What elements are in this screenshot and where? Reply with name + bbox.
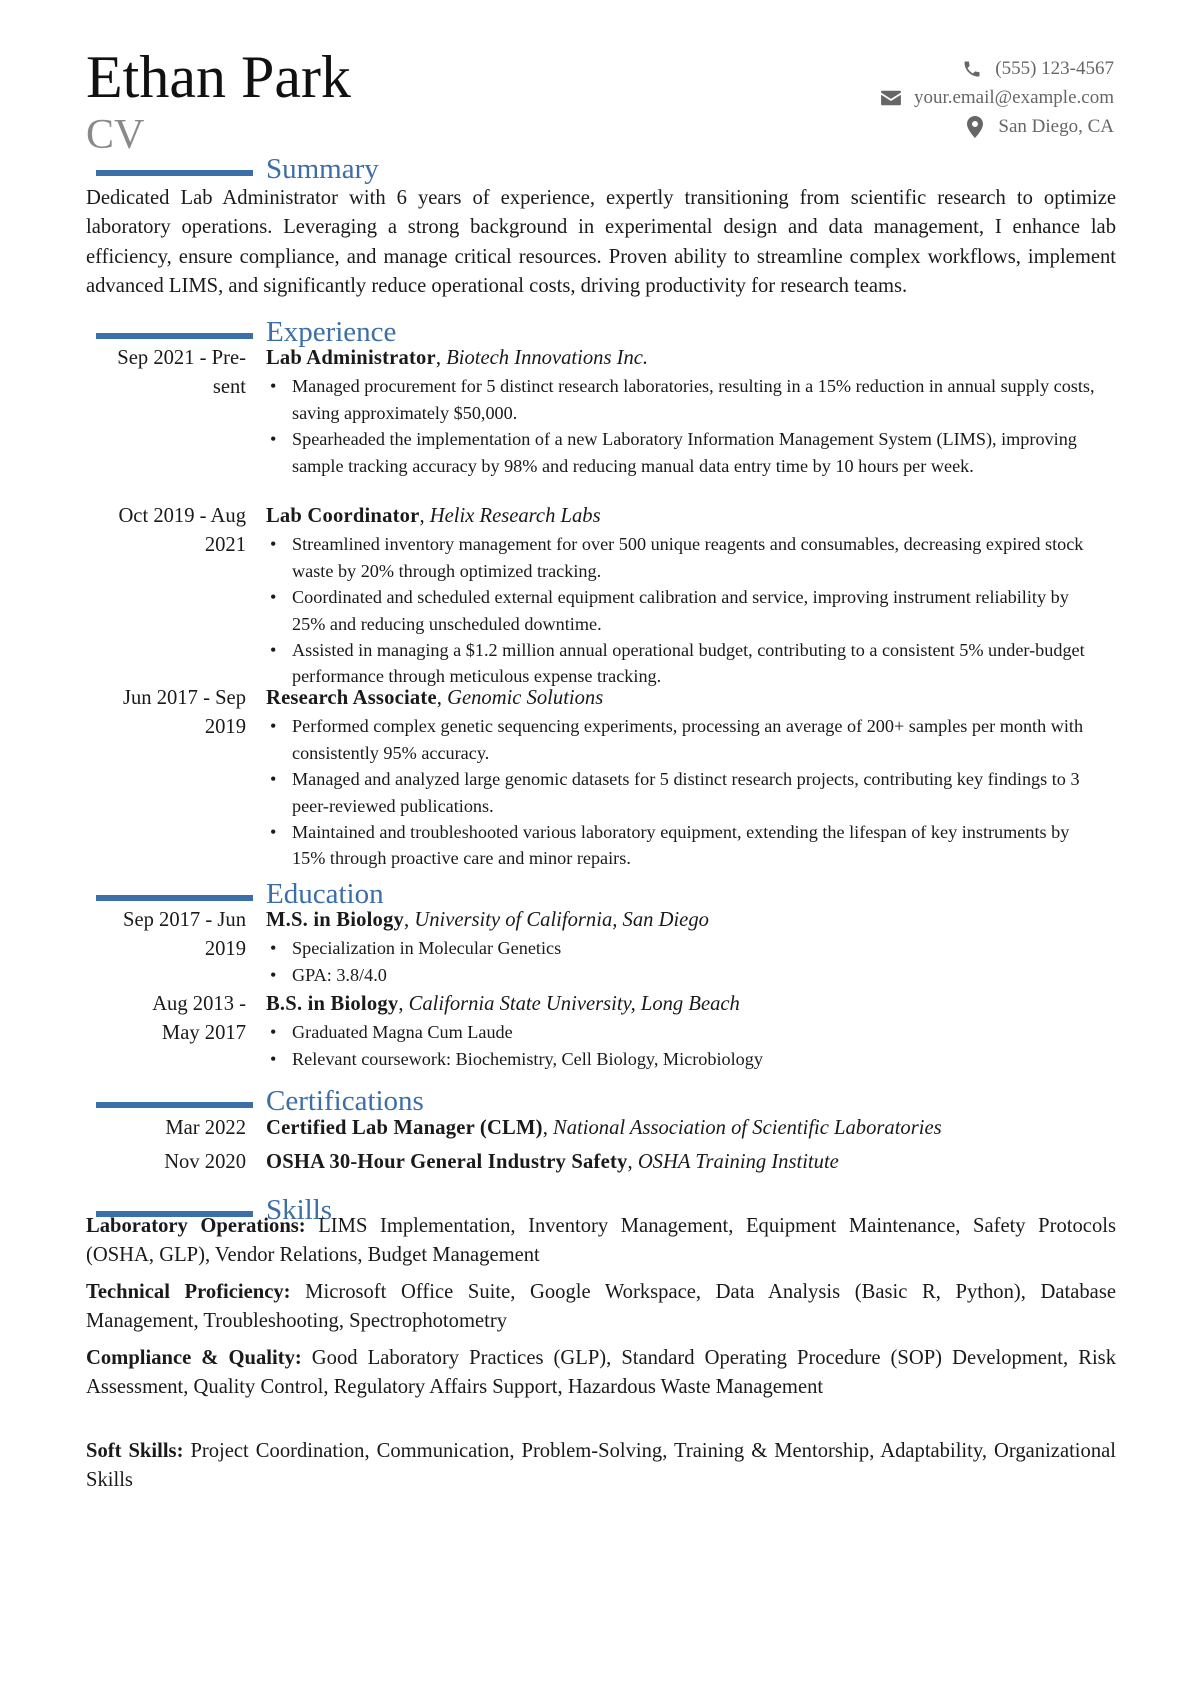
entry-date [86,344,246,403]
date-line: Aug 2013 - [152,993,246,1015]
entry-heading: Lab Coordinator, Helix Research Labs [266,505,601,527]
contact-phone [880,54,1114,83]
list-item: • Assisted in managing a $1.2 million annual operational budget, contributing to a consistent 5% under-budget performance through meticulous expense tracking. [266,637,1096,690]
skill-group-label: Technical Proficiency: [86,1281,291,1303]
section-bar [96,170,253,176]
bullet-list [266,935,1096,988]
date-line: Jun 2017 - Sep [123,687,246,709]
section-title: Education [266,878,384,910]
skill-group-label: Laboratory Operations: [86,1215,306,1237]
school: University of California, San Diego [414,909,709,931]
entry-body [266,344,1096,479]
phone-icon [961,58,983,80]
date-line: 2021 [204,534,246,557]
issuer: National Association of Scientific Laboratories [553,1117,942,1139]
employer: Helix Research Labs [429,505,601,527]
summary-text: Dedicated Lab Administrator with 6 years of experience, expertly transitioning from scientific research to optimize laboratory operations. Leveraging a strong background in experimental design and data management, I enhance lab efficiency, ensure compliance, and manage critical resources. Proven ability to streamline complex workflows, implement advanced LIMS, and significantly reduce operational costs, driving productivity for research teams. [86,187,1116,298]
contact-location [880,112,1114,141]
phone-text[interactable]: (555) 123-4567 [995,57,1114,79]
list-item: • Maintained and troubleshooted various laboratory equipment, extending the lifespan of key instruments by 15% through proactive care and minor repairs. [266,819,1096,872]
date-line: May 2017 [161,1022,246,1045]
list-item: • Streamlined inventory management for over 500 unique reagents and consumables, decreasing expired stock waste by 20% through optimized tracking. [266,531,1096,584]
date-line: sent [212,376,246,399]
section-bar [96,895,253,901]
date-line: Sep 2021 - Pre- [117,347,246,369]
list-item: • GPA: 3.8/4.0 [266,962,1096,988]
job-title: Lab Coordinator [266,505,420,527]
employer: Biotech Innovations Inc. [446,347,649,369]
map-pin-icon [964,116,986,138]
email-text[interactable]: your.email@example.com [913,86,1114,108]
bullet-list [266,713,1096,871]
list-item: • Performed complex genetic sequencing experiments, processing an average of 200+ samples per month with consistently 95% accuracy. [266,713,1096,766]
job-title: Research Associate [266,687,437,709]
skill-group-items: Project Coordination, Communication, Problem-Solving, Training & Mentorship, Adaptability, Organizational Skills [86,1440,1116,1492]
entry-date [86,684,246,743]
entry-date [86,990,246,1049]
bullet-list [266,531,1096,689]
date-line: Sep 2017 - Jun [123,909,246,931]
entry-body [266,906,1096,988]
entry-date [86,906,246,965]
entry-date: Nov 2020 [164,1151,246,1173]
skill-group [86,1437,1116,1496]
entry-date [86,502,246,561]
skill-group [86,1212,1116,1271]
issuer: OSHA Training Institute [637,1151,839,1173]
entry-body [266,684,1096,872]
document-subtitle: CV [86,112,145,158]
list-item: • Managed and analyzed large genomic datasets for 5 distinct research projects, contributing key findings to 3 peer-reviewed publications. [266,766,1096,819]
skill-group-items: Microsoft Office Suite, Google Workspace, Data Analysis (Basic R, Python), Database Management, Troubleshooting, Spectrophotometry [86,1281,1116,1333]
section-title: Skills [266,1194,333,1226]
entry-body [266,1114,1096,1143]
location-text: San Diego, CA [998,115,1114,137]
employer: Genomic Solutions [447,687,604,709]
skill-group-label: Compliance & Quality: [86,1347,302,1369]
section-bar [96,1102,253,1108]
entry-heading: Research Associate, Genomic Solutions [266,687,604,709]
list-item: • Coordinated and scheduled external equipment calibration and service, improving instrument reliability by 25% and reducing unscheduled downtime. [266,584,1096,637]
date-line: 2019 [204,716,246,739]
skill-group [86,1344,1116,1403]
entry-heading: OSHA 30-Hour General Industry Safety, OSHA Training Institute [266,1151,839,1173]
degree: B.S. in Biology [266,993,399,1015]
bullet-list [266,373,1096,479]
job-title: Lab Administrator [266,347,436,369]
list-item: • Graduated Magna Cum Laude [266,1019,1096,1045]
contact-block [880,54,1114,141]
skill-group [86,1278,1116,1337]
list-item: • Relevant coursework: Biochemistry, Cell Biology, Microbiology [266,1046,1096,1072]
skill-group-items: LIMS Implementation, Inventory Management, Equipment Maintenance, Safety Protocols (OSHA, GLP), Vendor Relations, Budget Management [86,1215,1116,1267]
skill-group-label: Soft Skills: [86,1440,184,1462]
section-title: Certifications [266,1085,424,1117]
bullet-list [266,1019,1096,1072]
entry-heading: M.S. in Biology, University of California, San Diego [266,909,709,931]
school: California State University, Long Beach [408,993,740,1015]
entry-body [266,990,1096,1072]
certification-name: OSHA 30-Hour General Industry Safety [266,1151,628,1173]
list-item: • Managed procurement for 5 distinct research laboratories, resulting in a 15% reduction in annual supply costs, saving approximately $50,000. [266,373,1096,426]
entry-heading: Certified Lab Manager (CLM), National Association of Scientific Laboratories [266,1117,942,1139]
date-line: 2019 [204,938,246,961]
entry-body [266,1148,1096,1177]
section-title: Experience [266,316,397,348]
section-title: Summary [266,153,379,185]
degree: M.S. in Biology [266,909,405,931]
list-item: • Spearheaded the implementation of a new Laboratory Information Management System (LIMS), improving sample tracking accuracy by 98% and reducing manual data entry time by 10 hours per week. [266,426,1096,479]
entry-body [266,502,1096,690]
entry-heading: B.S. in Biology, California State University, Long Beach [266,993,740,1015]
skill-group-items: Good Laboratory Practices (GLP), Standard Operating Procedure (SOP) Development, Risk Assessment, Quality Control, Regulatory Affairs Support, Hazardous Waste Management [86,1347,1116,1399]
entry-date: Mar 2022 [165,1117,246,1139]
candidate-name: Ethan Park [86,44,351,110]
section-bar [96,333,253,339]
entry-heading: Lab Administrator, Biotech Innovations Inc. [266,347,649,369]
certification-name: Certified Lab Manager (CLM) [266,1117,543,1139]
list-item: • Specialization in Molecular Genetics [266,935,1096,961]
envelope-icon [880,87,902,109]
contact-email [880,83,1114,112]
date-line: Oct 2019 - Aug [118,505,246,527]
